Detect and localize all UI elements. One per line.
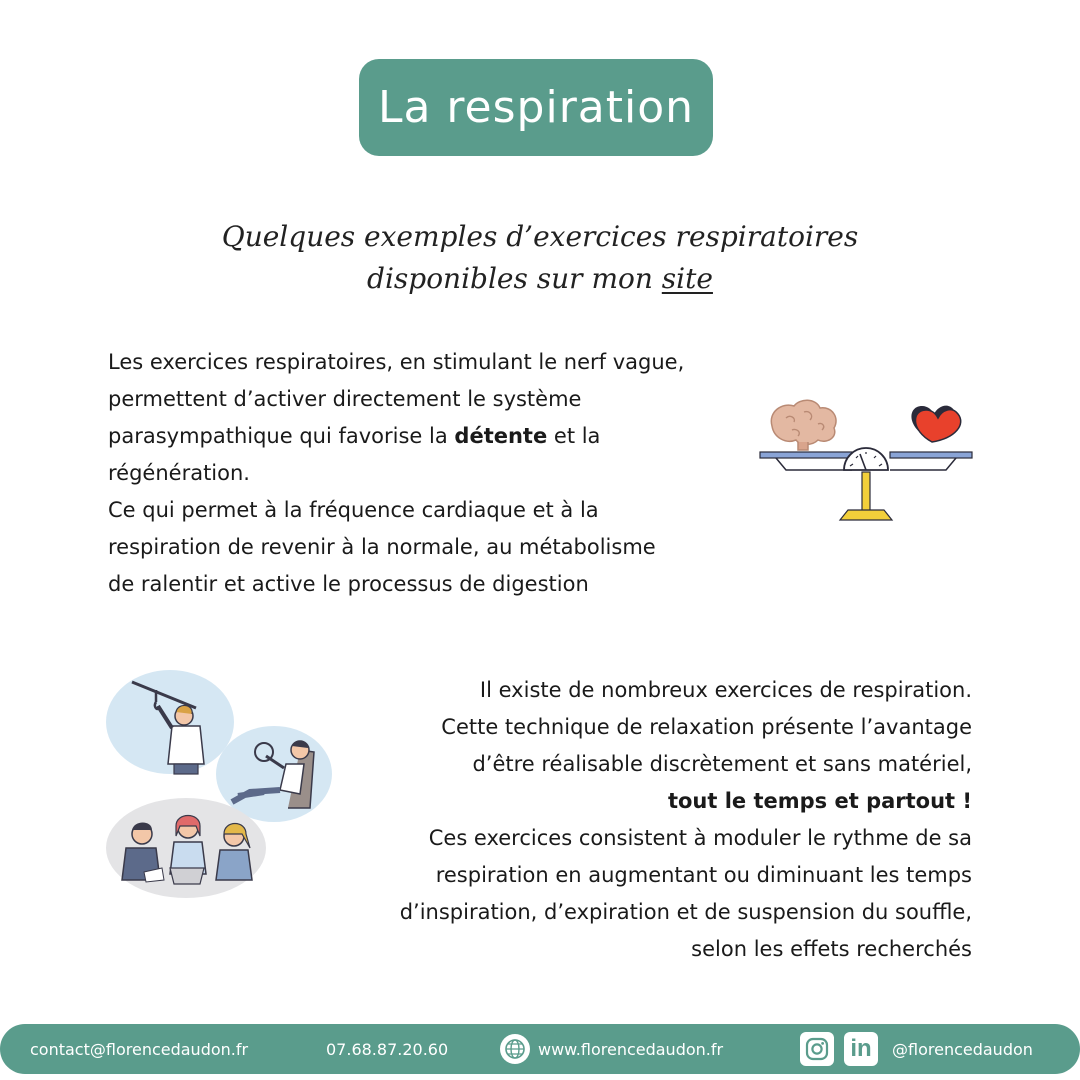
subtitle-line-1: Quelques exemples d’exercices respiratoires bbox=[221, 220, 859, 253]
paragraph1-line: permettent d’activer directement le système bbox=[108, 387, 582, 411]
footer-handle[interactable] bbox=[892, 1024, 1033, 1074]
contact-footer bbox=[0, 1024, 1080, 1074]
paragraph1-line: respiration de revenir à la normale, au métabolisme bbox=[108, 535, 656, 559]
bold-detente: détente bbox=[454, 424, 548, 448]
phone-text: 07.68.87.20.60 bbox=[326, 1039, 449, 1059]
paragraph2-line: Ces exercices consistent à moduler le rythme de sa bbox=[428, 826, 972, 850]
subtitle bbox=[140, 216, 940, 300]
brain-heart-scale-illustration bbox=[756, 396, 976, 530]
site-link[interactable]: site bbox=[661, 262, 713, 295]
linkedin-label: in bbox=[850, 1035, 872, 1062]
paragraph-exercices bbox=[280, 672, 972, 968]
handle-text: @florencedaudon bbox=[892, 1039, 1033, 1059]
people-meeting-illustration bbox=[106, 798, 266, 898]
email-text: contact@florencedaudon.fr bbox=[30, 1039, 249, 1059]
scale-left-pan bbox=[760, 452, 852, 458]
paragraph-nerf-vague bbox=[108, 344, 798, 603]
paragraph1-line-text: parasympathique qui favorise la bbox=[108, 424, 455, 448]
scale-stand bbox=[862, 472, 870, 512]
footer-website[interactable] bbox=[500, 1024, 723, 1074]
paragraph2-line: d’inspiration, d’expiration et de suspension du souffle, bbox=[399, 900, 972, 924]
instagram-icon bbox=[800, 1032, 834, 1066]
paragraph1-line: Les exercices respiratoires, en stimulant le nerf vague, bbox=[108, 350, 685, 374]
title-banner bbox=[359, 59, 713, 156]
paragraph1-line: Ce qui permet à la fréquence cardiaque et à la bbox=[108, 498, 599, 522]
paragraph1-line-text: et la bbox=[547, 424, 601, 448]
bold-partout: tout le temps et partout ! bbox=[667, 789, 972, 813]
paragraph1-line: de ralentir et active le processus de digestion bbox=[108, 572, 589, 596]
scale-right-pan bbox=[890, 452, 972, 458]
paragraph1-line bbox=[108, 418, 798, 455]
globe-icon bbox=[500, 1034, 530, 1064]
subtitle-line-2 bbox=[140, 258, 940, 300]
website-text: www.florencedaudon.fr bbox=[538, 1039, 724, 1059]
paragraph1-line: régénération. bbox=[108, 461, 250, 485]
paragraph2-line: respiration en augmentant ou diminuant les temps bbox=[435, 863, 972, 887]
paragraph2-line: d’être réalisable discrètement et sans matériel, bbox=[472, 752, 972, 776]
scale-dial bbox=[844, 448, 888, 470]
paragraph2-line: Il existe de nombreux exercices de respiration. bbox=[479, 678, 972, 702]
footer-phone[interactable] bbox=[326, 1024, 448, 1074]
person-commuting-illustration bbox=[106, 670, 234, 774]
instagram-link[interactable] bbox=[800, 1024, 834, 1074]
subtitle-line-2-text: disponibles sur mon bbox=[367, 262, 662, 295]
paragraph2-line: selon les effets recherchés bbox=[691, 937, 972, 961]
heart-icon bbox=[911, 406, 960, 442]
linkedin-icon bbox=[844, 1032, 878, 1066]
brain-icon bbox=[771, 400, 836, 450]
linkedin-link[interactable] bbox=[844, 1024, 878, 1074]
footer-email[interactable] bbox=[30, 1024, 248, 1074]
paragraph2-line: Cette technique de relaxation présente l’avantage bbox=[441, 715, 972, 739]
page-title: La respiration bbox=[377, 82, 695, 133]
